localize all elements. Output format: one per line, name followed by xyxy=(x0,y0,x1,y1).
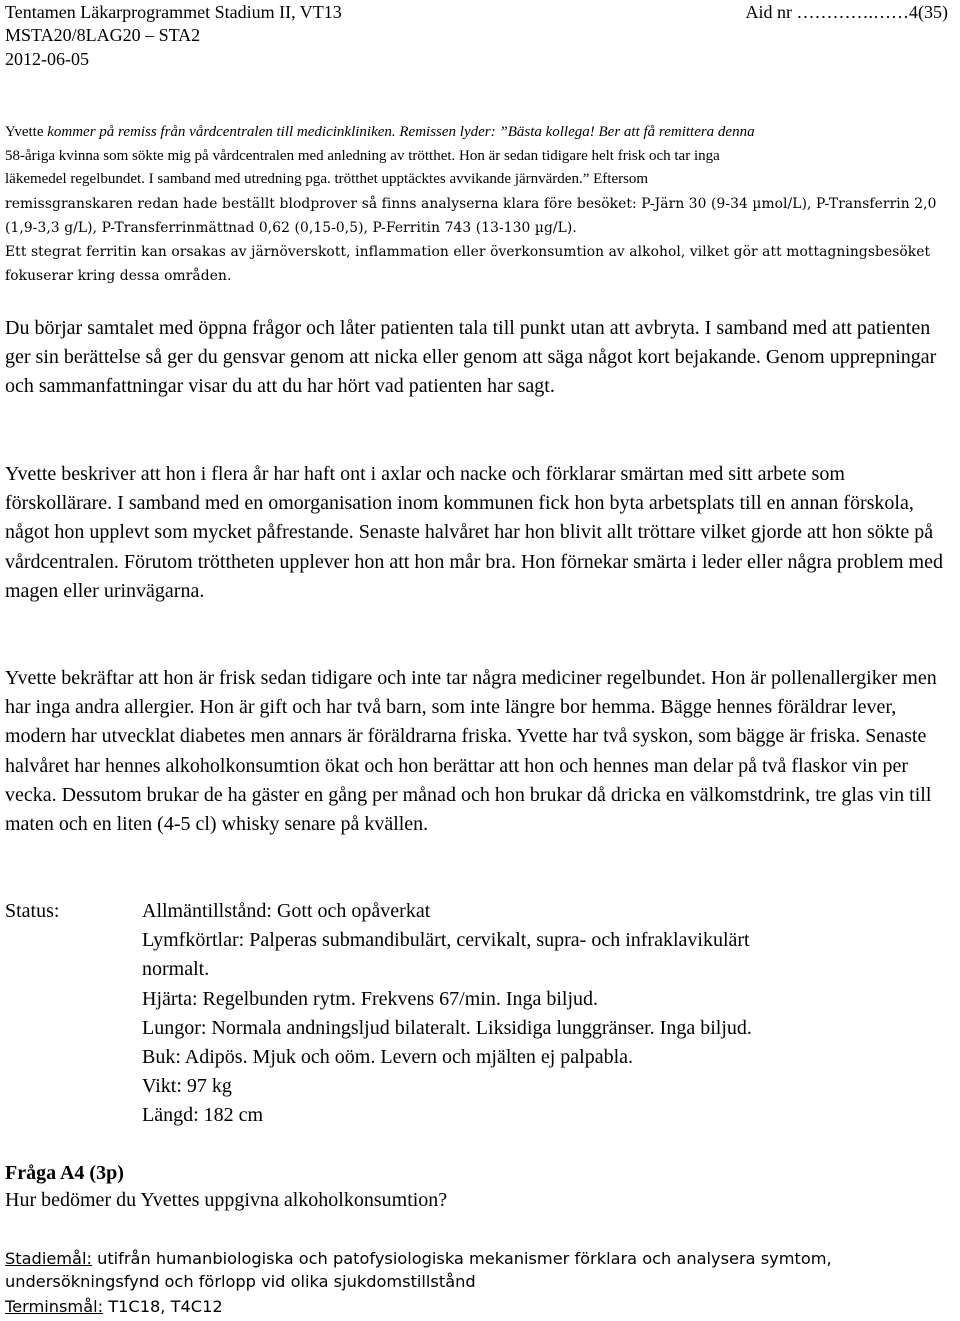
ferritin-note: Ett stegrat ferritin kan orsakas av järnöverskott, inflammation eller överkonsumtion av alkohol, vilket gör att mottagningsbesöket fokuserar kring dessa områden. xyxy=(5,244,931,284)
question-text: Hur bedömer du Yvettes uppgivna alkoholkonsumtion? xyxy=(5,1189,448,1211)
status-item: Buk: Adipös. Mjuk och oöm. Levern och mjälten ej palpabla. xyxy=(142,1046,634,1069)
question-title: Fråga A4 (3p) xyxy=(5,1162,124,1184)
stadiemal-label: Stadiemål: xyxy=(5,1249,92,1268)
status-item: Lymfkörtlar: Palperas submandibulärt, cervikalt, supra- och infraklavikulärt xyxy=(142,929,750,952)
course-code: MSTA20/8LAG20 – STA2 xyxy=(5,25,201,45)
stadiemal-text: utifrån humanbiologiska och patofysiologiska mekanismer förklara och analysera symtom, undersökningsfynd och förlopp vid olika sjukdomstillstånd xyxy=(5,1249,832,1291)
stadiemal xyxy=(5,1247,955,1293)
question-id: Aid nr ………….……4(35) xyxy=(745,2,948,22)
status-label: Status: xyxy=(5,900,60,922)
terminsmal xyxy=(5,1295,955,1318)
referral-quote: kommer på remiss från vårdcentralen till medicinkliniken. Remissen lyder: ”Bästa kollega! Ber att få remittera denna xyxy=(47,124,755,140)
paragraph-history: Yvette beskriver att hon i flera år har haft ont i axlar och nacke och förklarar smärtan med sitt arbete som förskollärare. I samband med en omorganisation inom kommunen fick hon byta arbetsplats till en annan förskola, något hon upplevt som mycket påfrestande. Senaste halvåret har hon blivit allt tröttare vilket gjorde att hon sökte på vårdcentralen. Förutom tröttheten upplever hon att hon mår bra. Hon förnekar smärta i leder eller några problem med magen eller urinvägarna. xyxy=(5,463,943,602)
status-item: Hjärta: Regelbunden rytm. Frekvens 67/min. Inga biljud. xyxy=(142,987,599,1010)
status-item: Längd: 182 cm xyxy=(142,1104,264,1127)
status-item: Lungor: Normala andningsljud bilateralt. Liksidiga lunggränser. Inga biljud. xyxy=(142,1016,752,1039)
status-item: Allmäntillstånd: Gott och opåverkat xyxy=(142,900,431,922)
status-item: normalt. xyxy=(142,958,210,981)
exam-title: Tentamen Läkarprogrammet Stadium II, VT13 xyxy=(5,2,342,22)
exam-date: 2012-06-05 xyxy=(5,49,89,69)
status-list xyxy=(142,897,942,1131)
lab-results: remissgranskaren redan hade beställt blodprover så finns analyserna klara före besöket: P-Järn 30 (9-34 µmol/L), P-Transferrin 2,0 (1,9-3,3 g/L), P-Transferrinmättnad 0,62 (0,15-0,5), P-Ferritin 743 (13-130 µg/L). xyxy=(5,196,937,236)
referral-line-3: läkemedel regelbundet. I samband med utredning pga. trötthet upptäcktes avvikande järnvärden.” Eftersom xyxy=(5,171,649,187)
paragraph-background: Yvette bekräftar att hon är frisk sedan tidigare och inte tar några mediciner regelbundet. Hon är pollenallergiker men har inga andra allergier. Hon är gift och har två barn, som inte längre bor hemma. Bägge hennes föräldrar lever, modern har utvecklat diabetes men annars är föräldrarna friska. Yvette har två syskon, som bägge är friska. Senaste halvåret har hennes alkoholkonsumtion ökat och hon berättar att hon och hennes man delar på två flaskor vin per vecka. Dessutom brukar de ha gäster en gång per månad och hon brukar då dricka en välkomstdrink, tre glas vin till maten och en liten (4-5 cl) whisky senare på kvällen. xyxy=(5,667,937,836)
referral-lead: Yvette xyxy=(5,124,48,140)
terminsmal-label: Terminsmål: xyxy=(5,1297,104,1316)
referral-text xyxy=(5,121,950,192)
paragraph-conversation: Du börjar samtalet med öppna frågor och låter patienten tala till punkt utan att avbryta. I samband med att patienten ger sin berättelse så ger du gensvar genom att nicka eller genom att säga något kort bejakande. Genom upprepningar och sammanfattningar visar du att du har hört vad patienten har sagt. xyxy=(5,317,937,398)
status-item: Vikt: 97 kg xyxy=(142,1075,232,1098)
terminsmal-text: T1C18, T4C12 xyxy=(103,1297,223,1316)
referral-line-2: 58-åriga kvinna som sökte mig på vårdcentralen med anledning av trötthet. Hon är sedan tidigare helt frisk och tar inga xyxy=(5,147,720,164)
